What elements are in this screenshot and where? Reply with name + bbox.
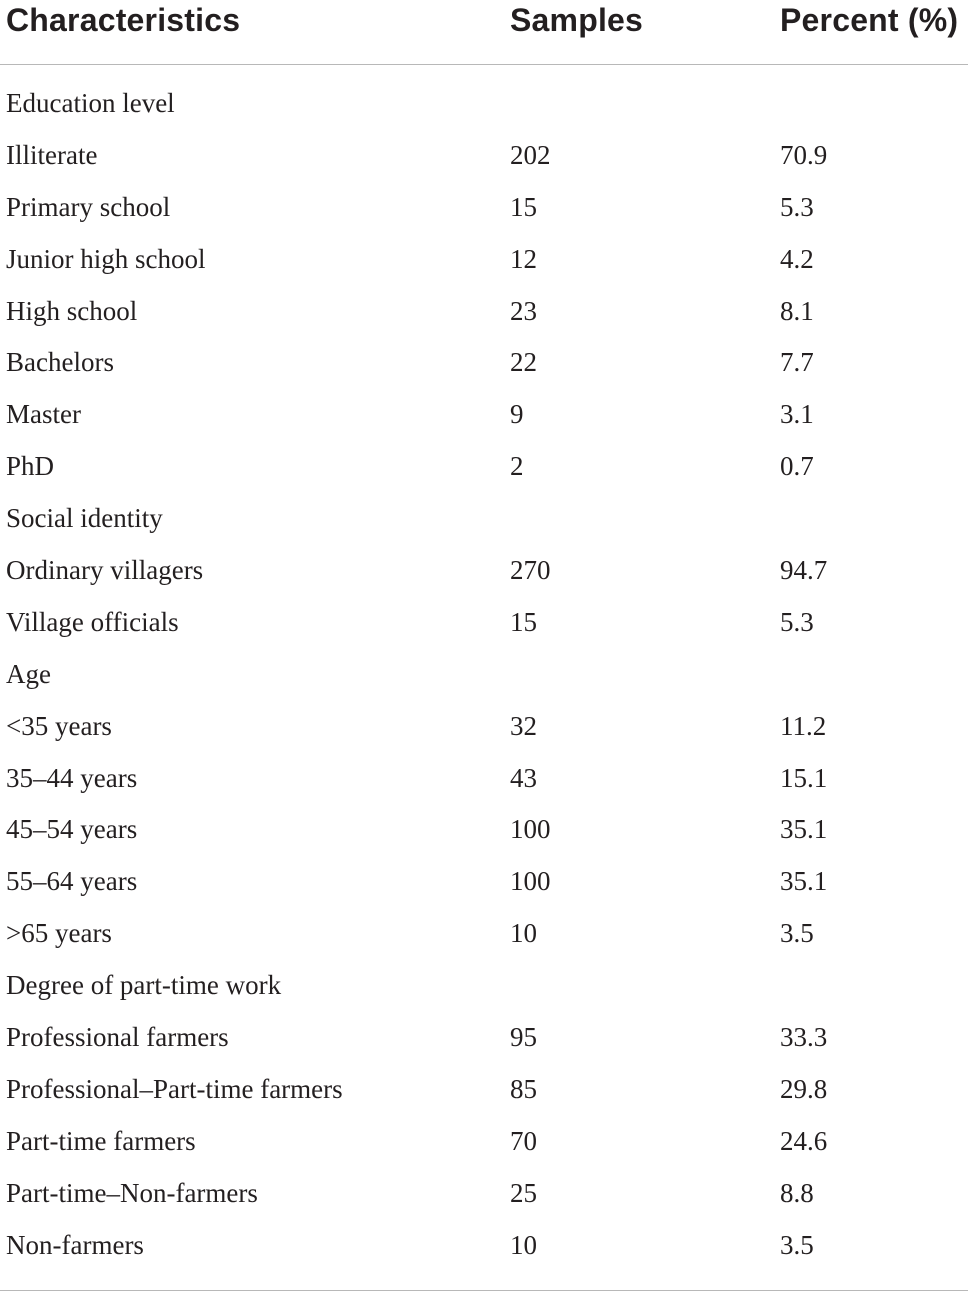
row-percent: 7.7 xyxy=(780,347,814,378)
row-samples: 85 xyxy=(510,1073,537,1104)
row-percent: 35.1 xyxy=(780,814,828,845)
row-percent: 35.1 xyxy=(780,866,828,897)
table-row xyxy=(0,964,968,1016)
table-row xyxy=(0,82,968,134)
row-label: Illiterate xyxy=(6,139,98,170)
row-label: Professional farmers xyxy=(6,1022,229,1053)
row-percent: 0.7 xyxy=(780,451,814,482)
row-label: Village officials xyxy=(6,606,179,637)
row-percent: 70.9 xyxy=(780,139,828,170)
row-label: 35–44 years xyxy=(6,762,138,793)
row-samples: 43 xyxy=(510,762,537,793)
row-samples: 25 xyxy=(510,1177,537,1208)
row-percent: 3.5 xyxy=(780,918,814,949)
header-percent: Percent (%) xyxy=(780,2,959,38)
row-label: Part-time farmers xyxy=(6,1125,196,1156)
row-label: Bachelors xyxy=(6,347,114,378)
row-percent: 24.6 xyxy=(780,1125,828,1156)
row-samples: 15 xyxy=(510,606,537,637)
row-percent: 94.7 xyxy=(780,555,828,586)
row-samples: 70 xyxy=(510,1125,537,1156)
row-label: Part-time–Non-farmers xyxy=(6,1177,258,1208)
row-label: Junior high school xyxy=(6,243,206,274)
row-label: 45–54 years xyxy=(6,814,138,845)
table-row xyxy=(0,653,968,705)
row-percent: 8.1 xyxy=(780,295,814,326)
table-row xyxy=(0,808,968,860)
table-row xyxy=(0,134,968,186)
row-label: Degree of part-time work xyxy=(6,970,282,1001)
row-label: Ordinary villagers xyxy=(6,555,204,586)
row-samples: 32 xyxy=(510,710,537,741)
row-samples: 10 xyxy=(510,918,537,949)
table-row xyxy=(0,393,968,445)
row-percent: 15.1 xyxy=(780,762,828,793)
row-samples: 100 xyxy=(510,814,551,845)
row-label: Professional–Part-time farmers xyxy=(6,1073,343,1104)
table-row xyxy=(0,341,968,393)
table-row xyxy=(0,912,968,964)
row-samples: 15 xyxy=(510,191,537,222)
row-samples: 23 xyxy=(510,295,537,326)
table-row xyxy=(0,1016,968,1068)
row-samples: 22 xyxy=(510,347,537,378)
table-row xyxy=(0,497,968,549)
table-row xyxy=(0,860,968,912)
table-row xyxy=(0,1068,968,1120)
row-label: 55–64 years xyxy=(6,866,138,897)
row-samples: 2 xyxy=(510,451,524,482)
table-row xyxy=(0,186,968,238)
row-samples: 270 xyxy=(510,555,551,586)
table-row xyxy=(0,601,968,653)
row-samples: 10 xyxy=(510,1229,537,1260)
header-samples: Samples xyxy=(510,2,644,38)
row-samples: 9 xyxy=(510,399,524,430)
row-percent: 4.2 xyxy=(780,243,814,274)
row-label: PhD xyxy=(6,451,55,482)
row-percent: 8.8 xyxy=(780,1177,814,1208)
table-row xyxy=(0,757,968,809)
row-samples: 202 xyxy=(510,139,551,170)
row-label: Primary school xyxy=(6,191,171,222)
row-label: Social identity xyxy=(6,503,163,534)
row-label: Age xyxy=(6,658,51,689)
header-characteristics: Characteristics xyxy=(6,2,241,38)
row-percent: 11.2 xyxy=(780,710,827,741)
row-percent: 3.1 xyxy=(780,399,814,430)
row-label: Master xyxy=(6,399,81,430)
row-percent: 5.3 xyxy=(780,191,814,222)
table-body xyxy=(0,82,968,1275)
row-percent: 3.5 xyxy=(780,1229,814,1260)
row-label: >65 years xyxy=(6,918,112,949)
row-label: Education level xyxy=(6,88,175,118)
row-percent: 29.8 xyxy=(780,1073,828,1104)
row-samples: 100 xyxy=(510,866,551,897)
bottom-rule xyxy=(0,1290,968,1291)
table-row xyxy=(0,445,968,497)
table-row xyxy=(0,1224,968,1276)
row-label: Non-farmers xyxy=(6,1229,144,1260)
row-samples: 95 xyxy=(510,1022,537,1053)
row-samples: 12 xyxy=(510,243,537,274)
table-row xyxy=(0,1172,968,1224)
row-label: <35 years xyxy=(6,710,112,741)
table-row xyxy=(0,549,968,601)
row-percent: 5.3 xyxy=(780,606,814,637)
table-row xyxy=(0,238,968,290)
row-percent: 33.3 xyxy=(780,1022,828,1053)
table-row xyxy=(0,705,968,757)
table-header xyxy=(0,0,968,65)
row-label: High school xyxy=(6,295,138,326)
table-row xyxy=(0,1120,968,1172)
table-row xyxy=(0,290,968,342)
